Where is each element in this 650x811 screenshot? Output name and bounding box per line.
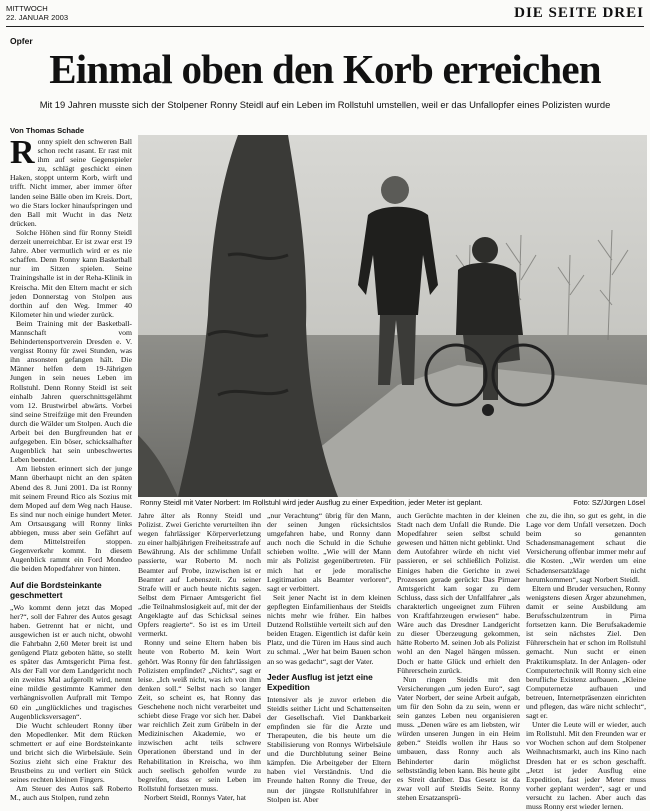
section-title: DIE SEITE DREI: [514, 5, 644, 21]
article-column-4: [397, 511, 520, 802]
paragraph: che zu, die ihn, so gut es geht, in die Lage vor dem Unfall versetzen. Doch beim so genannten Schadensmanagement schaut die Versicherung offenbar immer mehr auf die Kosten. „Wir werden um eine Schadensersatzklage nicht herumkommen“, sagt Norbert Steidl.: [526, 511, 646, 584]
paragraph-text: onny spielt den schweren Ball schon recht rasant. Er rast mit ihm auf seine Gegenspieler zu, schlägt geschickt einen Haken, stoppt unterm Korb, wirft und trifft. Nicht immer, aber immer öfter landen seine Bälle oben im Kreis. Dort, wo die Stars locker hinaufspringen und den Ball mit Wucht in das Netz drücken.: [10, 137, 132, 228]
article-column-1: [10, 134, 132, 803]
paragraph: „Wo kommt denn jetzt das Moped her?“, soll der Fahrer des Autos gesagt haben. Getrennt hat er nicht, und ausgewichen ist er auch nicht, obwohl die Fahrbahn 2,60 Meter breit ist und genügend Platz geboten hätte, so stellt es später das Amtsgericht Pirna fest. Als der Fall vor dem Landgericht noch ein zweites Mal aufgerollt wird, nennt eine mildie gestimmte Kammer den verhängnisvollen Aufprall mit Tempo 60 ein „unglückliches und tragisches Augenblicksversagen“.: [10, 602, 132, 721]
photo-caption: Ronny Steidl mit Vater Norbert: Im Rollstuhl wird jeder Ausflug zu einer Expedition, jeder Meter ist geplant.: [140, 498, 483, 507]
masthead-day: MITTWOCH: [6, 4, 48, 13]
paragraph: „nur Verachtung“ übrig für den Mann, der seinen Jungen rücksichtslos umgefahren habe, und Ronny dann auch noch die Schuld in die Schuhe schieben wollte. „Wie will der Mann mir als Polizist gegenübertreten. Für mich hat er jede moralische Legitimation als Beamter verloren“, sagt er verbittert.: [267, 511, 391, 593]
paragraph: Am liebsten erinnert sich der junge Mann überhaupt nicht an den späten Abend des 8. Juni 2001. Da ist Ronny mit seinem Freund Rico als Sozius mit dem Moped auf dem Weg nach Hause. Es sind nur noch einige hundert Meter. Am Ortsausgang will Ronny links abbiegen, muss aber sein Gefährt auf dem Mittelstreifen stoppen. Gegenverkehr kommt. In diesem Augenblick rammt ein Ford Mondeo die beiden Mopedfahrer von hinten.: [10, 464, 132, 574]
photo-credit: Foto: SZ/Jürgen Lösel: [573, 498, 645, 507]
masthead-date-block: [6, 5, 68, 22]
paragraph: Am Steuer des Autos saß Roberto M., auch aus Stolpen, rund zehn: [10, 784, 132, 803]
paragraph: auch Gerüchte machten in der kleinen Stadt nach dem Unfall die Runde. Die Mopedfahrer seien selbst schuld gewesen und hätten nicht geblinkt. Und dem Autofahrer würde eh nicht viel passieren, er sei schließlich Polizist. Einiges haben die Gerichte in zwei Prozessen gerade gerückt: Das Pirnaer Amtsgericht kam sogar zu dem Schluss, dass sich der Unfallfahrer „als charakterlich ungeeignet zum Führen von Kraftfahrzeugen erwiesen“ habe. Wäre auch das Dresdner Landgericht zu dieser Überzeugung gekommen, hätte Roberto M. seinen Job als Polizist wohl an den Nagel hängen müssen. Doch er hatte Glück und erhielt den Führerschein zurück.: [397, 511, 520, 675]
paragraph: Jahre älter als Ronny Steidl und Polizist. Zwei Gerichte verurteilten ihn wegen fahrlässiger Körperverletzung zu einer halbjährigen Freiheitsstrafe auf Bewährung. Als der schlimme Unfall passierte, war Roberto M. noch Beamter auf Probe, inzwischen ist er Beamter auf Lebenszeit. Zu seiner Strafe will er auch heute nichts sagen. Selbst dem Pirnaer Amtsgericht fiel „die Teilnahmslosigkeit auf, mit der der Angeklagte auf das Schicksal seines Opfers reagierte“. So ist es im Urteil vermerkt.: [138, 511, 261, 639]
article-photo: [138, 135, 647, 497]
subheading: Jeder Ausflug ist jetzt eine Expedition: [267, 671, 373, 692]
paragraph: Eltern und Bruder versuchen, Ronny wenigstens diesen Ärger abzunehmen, damit er seine Ausbildung am Berufsschulzentrum in Pirna fortsetzen kann. Die Berufsakademie ist sein nächstes Ziel. Den Führerschein hat er schon im Rollstuhl gemacht. Nun sucht er einen Praktikumsplatz. In der Anlagen- oder Computertechnik will Ronny sich eine berufliche Existenz aufbauen. „Kleine Computernetze aufbauen und betreuen, Internetpräsenzen einrichten und pflegen, das wäre nicht schlecht“, sagt er.: [526, 583, 646, 721]
paragraph: Nun ringen Steidls mit den Versicherungen „um jeden Euro“, sagt Vater Norbert, der seine Arbeit aufgab, um für den Sohn da zu sein, wenn er sein ganzes Leben neu organisieren muss. „Denen wäre es am liebsten, wir würden unseren Jungen in ein Heim geben.“ Steidls wollen ihr Haus so umbauen, dass Ronny auch als Behinderter darin möglichst selbstständig leben kann. Bis heute gibt es Streit darüber. Das Gesetz ist da zwar voll auf Steidls Seite. Ronny stehen Ersatzansprü-: [397, 674, 520, 802]
paragraph: Unter die Leute will er wieder, auch im Rollstuhl. Mit den Freunden war er vor Wochen schon auf dem Stolpener Weihnachtsmarkt, auch ins Kino nach Dresden hat er es schon geschafft. „Jetzt ist jeder Ausflug eine Expedition, fast jeder Meter muss vorher geplant werden“, sagt er und versucht zu lachen. Aber auch das muss Ronny erst wieder lernen.: [526, 720, 646, 811]
masthead-date: 22. JANUAR 2003: [6, 12, 69, 22]
paragraph: Solche Höhen sind für Ronny Steidl derzeit unerreichbar. Er ist zwar erst 19 Jahre. Aber vermutlich wird er es nie schaffen. Denn Ronny kann Basketball nur im Sitzen spielen. Seine Trainingshalle ist in der Reha-Klinik in Kreischa. Mit den Eltern macht er sich jeden Donnerstag von Stolpen aus dorthin auf den Weg. Immer 40 Kilometer hin und wieder zurück.: [10, 227, 132, 319]
deck: Mit 19 Jahren musste sich der Stolpener Ronny Steidl auf ein Leben im Rollstuhl umstellen, weil er das Unfallopfer eines Polizisten wurde: [39, 99, 611, 110]
article-column-2: [138, 511, 261, 802]
paragraph: Ronny und seine Eltern haben bis heute von Roberto M. kein Wort gehört. Was Ronny für den fahrlässigen Polizisten empfindet? „Nichts“, sagt er leise. „Ich weiß nicht, was ich von ihm denken soll.“ Selbst nach so langer Zeit, so scheint es, hat Ronny das Geschehene noch nicht verarbeitet und schiebt diese Frage vor sich her. Dabei war reichlich Zeit zum Grübeln in der Medizinischen Akademie, wo er inzwischen acht teils schwere Operationen überstand und in der Rehabilitation in Kreischa, wo ihm auch seelisch geholfen wurde zu begreifen, dass er sein Leben im Rollstuhl fortsetzen muss.: [138, 638, 261, 793]
headline: Einmal oben den Korb erreichen: [49, 46, 601, 92]
paragraph: [10, 134, 132, 228]
paragraph: Beim Training mit der Basketball-Mannschaft vom Behindertensportverein Dresden e. V. vergisst Ronny für zwei Stunden, was ihn ansonsten gefangen hält. Die Männer helfen dem 19-Jährigen Jungen in sein neues Leben im Rollstuhl. Denn Ronny Steidl ist seit einhalb Jahren querschnittsgelähmt vom 12. Brustwirbel abwärts. Vorbei sind seine Streifzüge mit den Freunden durch die Wälder um Stolpen. Auch die Arbeit bei den Burgfreunden hat er aufgegeben. Ein böser, schicksalhafter Augenblick hat sein unbeschwertes Leben beendet.: [10, 318, 132, 465]
article-column-3: [267, 511, 391, 804]
kicker: Opfer: [10, 36, 33, 46]
author-byline: Von Thomas Schade: [10, 126, 85, 135]
masthead: [6, 4, 644, 27]
subheading: Auf die Bordsteinkante geschmettert: [10, 579, 102, 600]
photo-illustration: [138, 135, 647, 497]
article-column-5: [526, 511, 646, 811]
paragraph: Norbert Steidl, Ronnys Vater, hat: [144, 792, 247, 802]
drop-cap: R: [10, 134, 35, 171]
paragraph: Die Wucht schleudert Ronny über den Mopedlenker. Mit dem Rücken schmettert er auf eine Bordsteinkante und bricht sich die Wirbelsäule. Sein Sozius zieht sich eine Fraktur des Brustbeins zu und verliert ein Stück seines rechten kleinen Fingers.: [10, 720, 132, 785]
paragraph: Intensiver als je zuvor erleben die Steidls seither Licht und Schattenseiten der Gesellschaft. Viel Dankbarkeit empfinden sie für die Ärzte und Therapeuten, die bis heute um die Stabilisierung von Ronnys Wirbelsäule und die Durchblutung seiner Beine kämpfen. Die Arbeitgeber der Eltern haben viel Verständnis. Und die Freunde halten Ronny die Treue, der nun der jüngste Rollstuhlfahrer in Stolpen ist. Aber: [267, 694, 391, 804]
paragraph: Seit jener Nacht ist in dem kleinen gepflegten Einfamilienhaus der Steidls nichts mehr wie früher. Ein halbes Dutzend Rollstühle verteilt sich auf den beiden Etagen. Eigentlich ist dafür kein Platz, und die Türen im Haus sind auch zu schmal. „Wer hat beim Bauen schon an so was gedacht“, sagt der Vater.: [267, 592, 391, 666]
